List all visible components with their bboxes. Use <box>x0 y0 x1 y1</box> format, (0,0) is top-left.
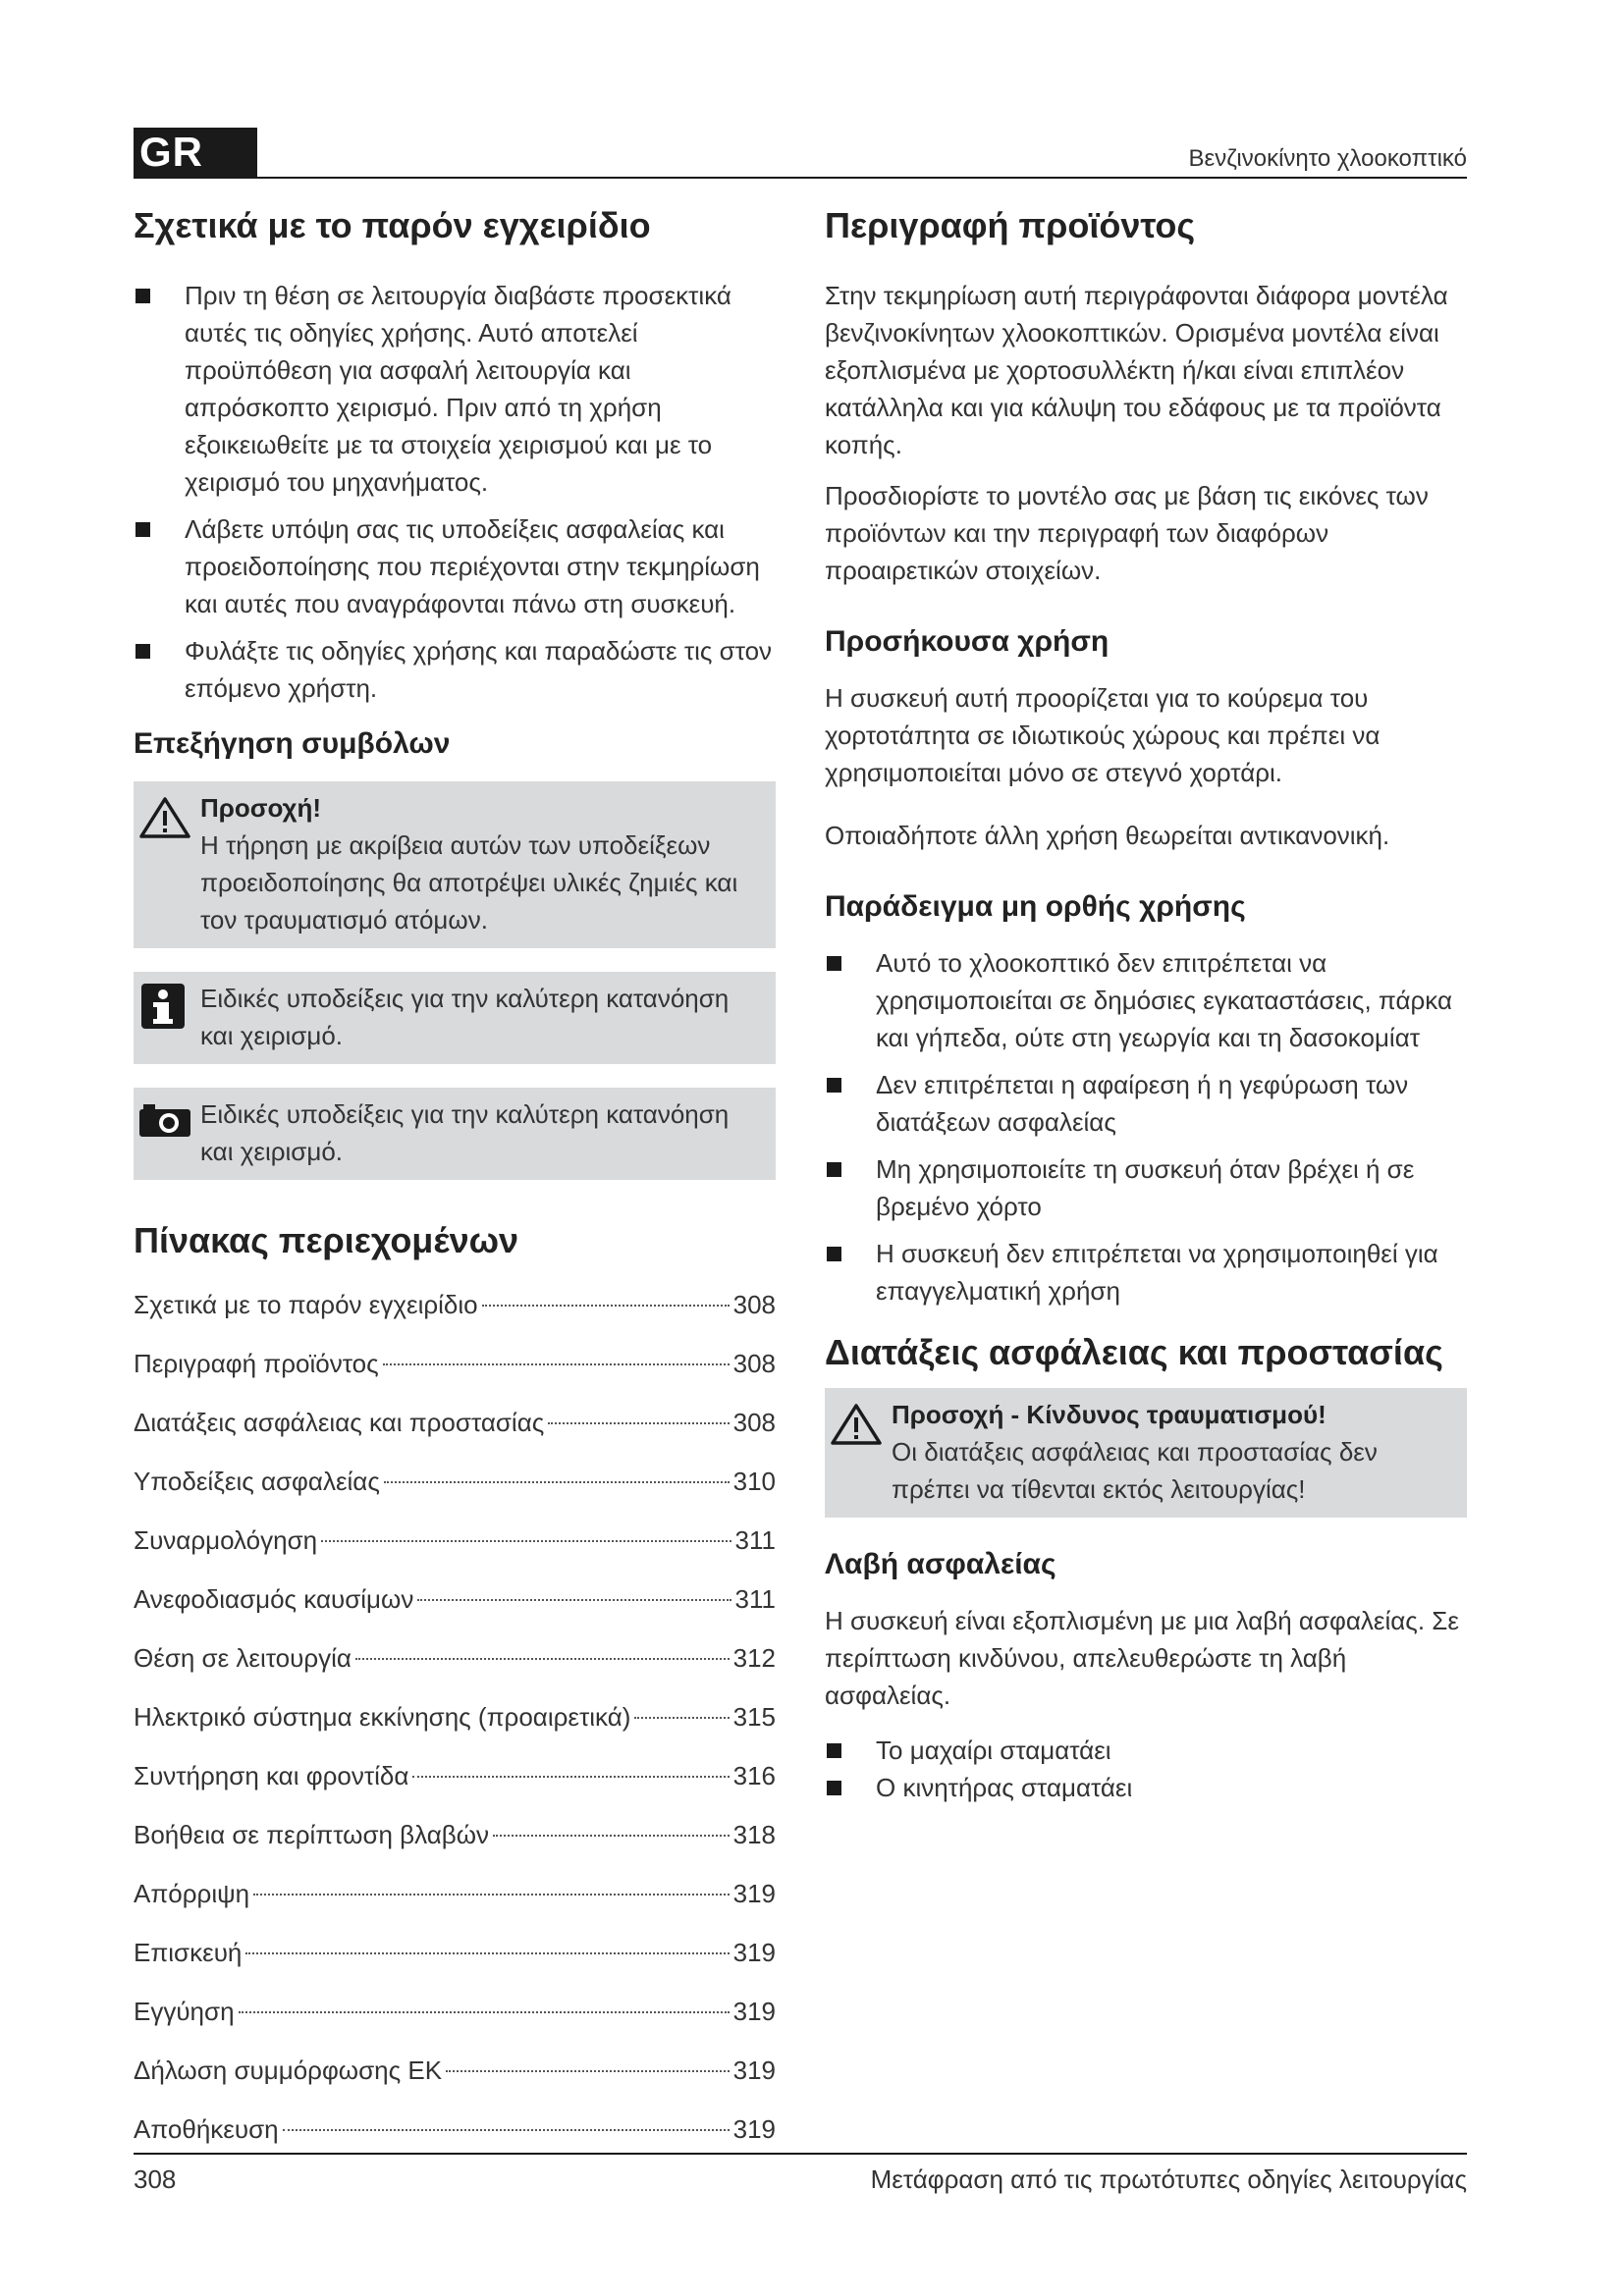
info-text: Ειδικές υποδείξεις για την καλύτερη κατανόηση και χειρισμό. <box>200 984 730 1050</box>
language-badge: GR <box>134 128 257 177</box>
list-item: Πριν τη θέση σε λειτουργία διαβάστε προσεκτικά αυτές τις οδηγίες χρήσης. Αυτό αποτελεί προϋπόθεση για ασφαλή λειτουργία και απρόσκοπτο χειρισμό. Πριν από τη χρήση εξοικειωθείτε με τα στοιχεία χειρισμού και με το χειρισμό του μηχανήματος. <box>134 277 776 501</box>
header-title: Βενζινοκίνητο χλοοκοπτικό <box>1188 145 1467 172</box>
info-notice <box>134 972 776 1064</box>
toc-entry[interactable]: Διατάξεις ασφάλειας και προστασίας 308 <box>134 1408 776 1437</box>
toc-entry[interactable]: Απόρριψη 319 <box>134 1879 776 1908</box>
toc-entry[interactable]: Περιγραφή προϊόντος 308 <box>134 1349 776 1378</box>
list-item: Δεν επιτρέπεται η αφαίρεση ή η γεφύρωση των διατάξεων ασφαλείας <box>825 1066 1467 1141</box>
caution-text: Η τήρηση με ακρίβεια αυτών των υποδείξεων προειδοποίησης θα αποτρέψει υλικές ζημιές και τον τραυματισμό ατόμων. <box>200 830 738 934</box>
toc-entry[interactable]: Ηλεκτρικό σύστημα εκκίνησης (προαιρετικά) 315 <box>134 1702 776 1732</box>
square-bullet-icon <box>135 289 150 303</box>
list-item: Φυλάξτε τις οδηγίες χρήσης και παραδώστε τις στον επόμενο χρήστη. <box>134 632 776 707</box>
about-bullets <box>134 277 776 707</box>
intended-use-heading: Προσήκουσα χρήση <box>825 625 1110 658</box>
product-heading: Περιγραφή προϊόντος <box>825 205 1196 245</box>
symbols-heading: Επεξήγηση συμβόλων <box>134 727 451 760</box>
toc-entry[interactable]: Συντήρηση και φροντίδα 316 <box>134 1761 776 1790</box>
list-item: Λάβετε υπόψη σας τις υποδείξεις ασφαλείας και προειδοποίησης που περιέχονται στην τεκμηρίωση και αυτές που αναγράφονται πάνω στη συσκευή. <box>134 510 776 622</box>
warning-triangle-icon <box>137 791 192 840</box>
left-column <box>134 204 776 2169</box>
about-heading: Σχετικά με το παρόν εγχειρίδιο <box>134 205 651 245</box>
toc-entry[interactable]: Αποθήκευση 319 <box>134 2114 776 2144</box>
product-paragraph-2: Προσδιορίστε το μοντέλο σας με βάση τις εικόνες των προϊόντων και την περιγραφή των διαφόρων προαιρετικών στοιχείων. <box>825 481 1429 585</box>
caution-notice <box>134 781 776 948</box>
camera-notice <box>134 1088 776 1180</box>
safety-caution-title: Προσοχή - Κίνδυνος τραυματισμού! <box>892 1400 1326 1429</box>
safety-heading: Διατάξεις ασφάλειας και προστασίας <box>825 1332 1443 1372</box>
toc-heading: Πίνακας περιεχομένων <box>134 1220 519 1260</box>
info-icon <box>137 982 192 1031</box>
toc-entry[interactable]: Επισκευή 319 <box>134 1938 776 1967</box>
list-item: Μη χρησιμοποιείτε τη συσκευή όταν βρέχει ή σε βρεμένο χόρτο <box>825 1150 1467 1225</box>
misuse-heading: Παράδειγμα μη ορθής χρήσης <box>825 890 1246 923</box>
list-item: Ο κινητήρας σταματάει <box>825 1769 1467 1806</box>
list-item: Η συσκευή δεν επιτρέπεται να χρησιμοποιηθεί για επαγγελματική χρήση <box>825 1235 1467 1309</box>
page-footer <box>134 2153 1467 2204</box>
toc-entry[interactable]: Βοήθεια σε περίπτωση βλαβών 318 <box>134 1820 776 1849</box>
toc-entry[interactable]: Εγγύηση 319 <box>134 1997 776 2026</box>
misuse-bullets <box>825 944 1467 1309</box>
toc-entry[interactable]: Σχετικά με το παρόν εγχειρίδιο 308 <box>134 1290 776 1319</box>
handle-heading: Λαβή ασφαλείας <box>825 1548 1056 1580</box>
intended-use-paragraph-1: Η συσκευή αυτή προορίζεται για το κούρεμα του χορτοτάπητα σε ιδιωτικούς χώρους και πρέπει να χρησιμοποιείται μόνο σε στεγνό χορτάρι. <box>825 683 1380 787</box>
page-number: 308 <box>134 2164 177 2194</box>
caution-title: Προσοχή! <box>200 793 321 823</box>
safety-caution-text: Οι διατάξεις ασφάλειας και προστασίας δεν πρέπει να τίθενται εκτός λειτουργίας! <box>892 1437 1378 1504</box>
page-header <box>134 128 1467 179</box>
handle-paragraph: Η συσκευή είναι εξοπλισμένη με μια λαβή ασφαλείας. Σε περίπτωση κινδύνου, απελευθερώστε τη λαβή ασφαλείας. <box>825 1606 1459 1710</box>
table-of-contents <box>134 1286 776 2169</box>
square-bullet-icon <box>827 1078 841 1093</box>
toc-entry[interactable]: Ανεφοδιασμός καυσίμων 311 <box>134 1584 776 1614</box>
square-bullet-icon <box>827 1743 841 1758</box>
product-paragraph-1: Στην τεκμηρίωση αυτή περιγράφονται διάφορα μοντέλα βενζινοκίνητων χλοοκοπτικών. Ορισμένα μοντέλα είναι εξοπλισμένα με χορτοσυλλέκτη ή/και είναι επιπλέον κατάλληλα και για κάλυψη του εδάφους με τα προϊόντα κοπής. <box>825 281 1448 459</box>
toc-entry[interactable]: Συναρμολόγηση 311 <box>134 1525 776 1555</box>
square-bullet-icon <box>827 1781 841 1795</box>
toc-entry[interactable]: Υποδείξεις ασφαλείας 310 <box>134 1467 776 1496</box>
square-bullet-icon <box>135 522 150 537</box>
square-bullet-icon <box>827 956 841 971</box>
footer-text: Μετάφραση από τις πρωτότυπες οδηγίες λειτουργίας <box>870 2164 1467 2194</box>
list-item: Το μαχαίρι σταματάει <box>825 1732 1467 1769</box>
toc-entry[interactable]: Θέση σε λειτουργία 312 <box>134 1643 776 1673</box>
toc-entry[interactable]: Δήλωση συμμόρφωσης ΕΚ 319 <box>134 2056 776 2085</box>
square-bullet-icon <box>827 1162 841 1177</box>
right-column <box>825 204 1467 1820</box>
list-item: Αυτό το χλοοκοπτικό δεν επιτρέπεται να χρησιμοποιείται σε δημόσιες εγκαταστάσεις, πάρκα και γήπεδα, ούτε στη γεωργία και τη δασοκομίατ <box>825 944 1467 1056</box>
square-bullet-icon <box>135 644 150 659</box>
square-bullet-icon <box>827 1247 841 1261</box>
camera-icon <box>137 1097 192 1147</box>
intended-use-paragraph-2: Οποιαδήποτε άλλη χρήση θεωρείται αντικανονική. <box>825 821 1390 850</box>
safety-caution-notice <box>825 1388 1467 1518</box>
warning-triangle-icon <box>829 1398 884 1447</box>
camera-text: Ειδικές υποδείξεις για την καλύτερη κατανόηση και χειρισμό. <box>200 1099 730 1166</box>
handle-bullets <box>825 1732 1467 1806</box>
